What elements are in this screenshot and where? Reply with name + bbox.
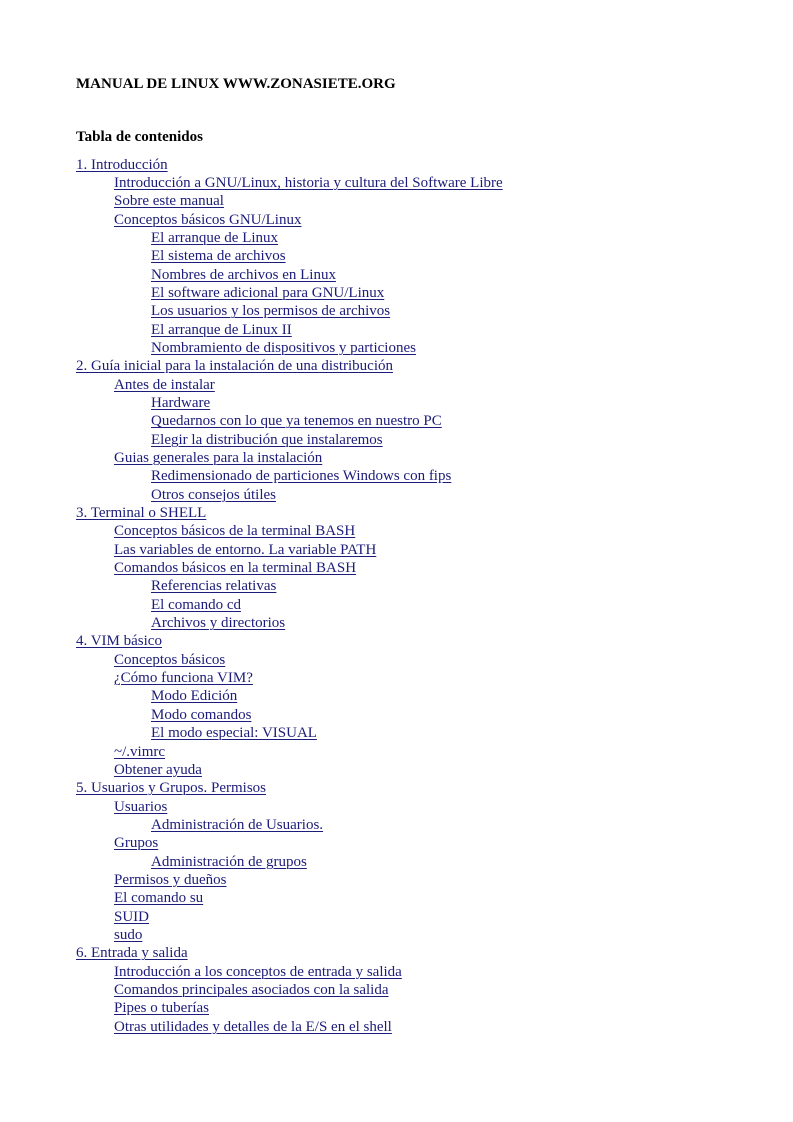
toc-item (0, 999, 503, 1017)
toc-link-level-1[interactable]: Obtener ayuda (114, 761, 202, 778)
toc-link-level-2[interactable]: Modo Edición (151, 688, 238, 705)
toc-item (0, 761, 503, 779)
toc-item (0, 651, 503, 669)
toc-item (0, 211, 503, 229)
toc-link-level-1[interactable]: sudo (114, 926, 143, 943)
toc-item (0, 302, 503, 320)
toc-item (0, 284, 503, 302)
toc-link-level-0[interactable]: 5. Usuarios y Grupos. Permisos (76, 780, 266, 797)
toc-link-level-0[interactable]: 2. Guía inicial para la instalación de una distribución (76, 358, 393, 375)
toc-item (0, 669, 503, 687)
toc-heading: Tabla de contenidos (76, 129, 203, 145)
toc-item (0, 449, 503, 467)
toc-item (0, 816, 503, 834)
toc-item (0, 706, 503, 724)
toc-item (0, 376, 503, 394)
toc-link-level-2[interactable]: Modo comandos (151, 706, 252, 723)
toc-link-level-1[interactable]: Comandos básicos en la terminal BASH (114, 560, 357, 577)
toc-item (0, 908, 503, 926)
toc-link-level-2[interactable]: Hardware (151, 394, 211, 411)
table-of-contents (0, 156, 503, 1037)
toc-link-level-2[interactable]: Archivos y directorios (151, 615, 286, 632)
toc-link-level-2[interactable]: Quedarnos con lo que ya tenemos en nuestro PC (151, 413, 442, 430)
toc-item (0, 687, 503, 705)
toc-item (0, 321, 503, 339)
toc-item (0, 779, 503, 797)
toc-item (0, 614, 503, 632)
toc-item (0, 944, 503, 962)
toc-link-level-1[interactable]: ¿Cómo funciona VIM? (114, 670, 253, 687)
toc-item (0, 559, 503, 577)
toc-item (0, 963, 503, 981)
toc-item (0, 467, 503, 485)
toc-item (0, 229, 503, 247)
toc-link-level-2[interactable]: El arranque de Linux II (151, 321, 292, 338)
toc-item (0, 394, 503, 412)
toc-link-level-2[interactable]: Los usuarios y los permisos de archivos (151, 303, 391, 320)
toc-link-level-1[interactable]: Antes de instalar (114, 376, 215, 393)
toc-link-level-1[interactable]: Introducción a los conceptos de entrada y salida (114, 963, 402, 980)
toc-item (0, 632, 503, 650)
toc-item (0, 926, 503, 944)
toc-item (0, 522, 503, 540)
toc-link-level-1[interactable]: ~/.vimrc (114, 743, 166, 760)
toc-link-level-1[interactable]: Grupos (114, 835, 159, 852)
toc-link-level-2[interactable]: El software adicional para GNU/Linux (151, 284, 385, 301)
toc-item (0, 981, 503, 999)
toc-link-level-2[interactable]: Nombramiento de dispositivos y particiones (151, 339, 416, 356)
document-title: MANUAL DE LINUX WWW.ZONASIETE.ORG (76, 76, 396, 92)
toc-link-level-2[interactable]: El sistema de archivos (151, 248, 286, 265)
toc-link-level-1[interactable]: Sobre este manual (114, 193, 224, 210)
toc-item (0, 412, 503, 430)
toc-item (0, 266, 503, 284)
toc-link-level-0[interactable]: 1. Introducción (76, 156, 168, 173)
toc-item (0, 247, 503, 265)
toc-link-level-1[interactable]: Las variables de entorno. La variable PATH (114, 541, 377, 558)
toc-link-level-2[interactable]: Redimensionado de particiones Windows con fips (151, 468, 452, 485)
toc-item (0, 577, 503, 595)
toc-link-level-1[interactable]: Conceptos básicos GNU/Linux (114, 211, 302, 228)
toc-link-level-1[interactable]: Conceptos básicos de la terminal BASH (114, 523, 356, 540)
toc-item (0, 834, 503, 852)
toc-link-level-1[interactable]: Permisos y dueños (114, 871, 227, 888)
toc-item (0, 486, 503, 504)
toc-item (0, 357, 503, 375)
toc-link-level-2[interactable]: Administración de grupos (151, 853, 307, 870)
toc-link-level-1[interactable]: El comando su (114, 890, 204, 907)
toc-link-level-1[interactable]: Introducción a GNU/Linux, historia y cultura del Software Libre (114, 174, 503, 191)
toc-link-level-2[interactable]: Elegir la distribución que instalaremos (151, 431, 383, 448)
toc-link-level-1[interactable]: SUID (114, 908, 150, 925)
toc-item (0, 871, 503, 889)
toc-item (0, 743, 503, 761)
toc-link-level-1[interactable]: Usuarios (114, 798, 168, 815)
toc-link-level-2[interactable]: Otros consejos útiles (151, 486, 276, 503)
toc-link-level-2[interactable]: Nombres de archivos en Linux (151, 266, 336, 283)
toc-link-level-1[interactable]: Guias generales para la instalación (114, 450, 323, 466)
toc-item (0, 853, 503, 871)
toc-link-level-2[interactable]: Referencias relativas (151, 578, 277, 595)
toc-item (0, 156, 503, 174)
toc-item (0, 1018, 503, 1036)
toc-item (0, 504, 503, 522)
toc-item (0, 596, 503, 614)
toc-link-level-0[interactable]: 3. Terminal o SHELL (76, 505, 207, 522)
toc-link-level-2[interactable]: Administración de Usuarios. (151, 816, 324, 833)
toc-item (0, 889, 503, 907)
toc-link-level-0[interactable]: 6. Entrada y salida (76, 945, 188, 962)
toc-link-level-0[interactable]: 4. VIM básico (76, 633, 162, 650)
toc-item (0, 192, 503, 210)
toc-item (0, 724, 503, 742)
toc-link-level-1[interactable]: Pipes o tuberías (114, 1000, 209, 1017)
toc-item (0, 798, 503, 816)
toc-link-level-2[interactable]: El comando cd (151, 596, 241, 613)
toc-link-level-2[interactable]: El modo especial: VISUAL (151, 725, 317, 742)
toc-item (0, 339, 503, 357)
toc-item (0, 174, 503, 192)
toc-item (0, 541, 503, 559)
toc-link-level-1[interactable]: Comandos principales asociados con la salida (114, 981, 389, 998)
toc-link-level-1[interactable]: Conceptos básicos (114, 651, 226, 668)
toc-link-level-1[interactable]: Otras utilidades y detalles de la E/S en el shell (114, 1018, 392, 1035)
toc-item (0, 431, 503, 449)
toc-link-level-2[interactable]: El arranque de Linux (151, 229, 279, 246)
